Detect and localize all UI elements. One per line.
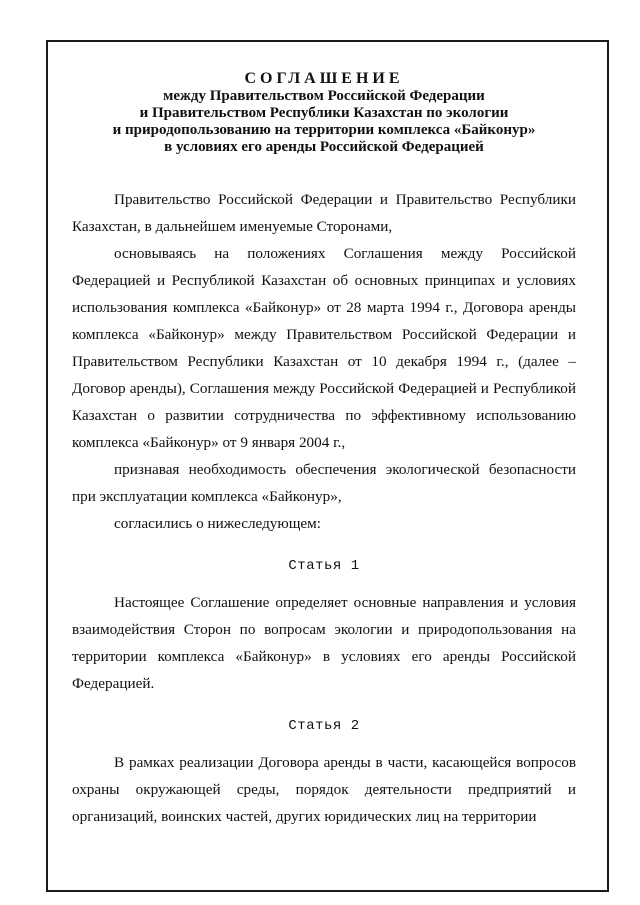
preamble-paragraph: основываясь на положениях Соглашения между Российской Федерацией и Республикой Казахстан об основных принципах и условиях использования комплекса «Байконур» от 28 марта 1994 г., Договора аренды комплекса «Байконур» между Правительством Российской Федерации и Правительством Республики Казахстан от 10 декабря 1994 г., (далее – Договор аренды), Соглашения между Российской Федерацией и Республикой Казахстан о развитии сотрудничества по эффективному использованию комплекса «Байконур» от 9 января 2004 г., bbox=[72, 245, 576, 451]
article-1 bbox=[72, 553, 576, 697]
document-header bbox=[72, 70, 576, 156]
article-heading: Статья 1 bbox=[288, 558, 360, 574]
preamble bbox=[72, 186, 576, 537]
article-text: Настоящее Соглашение определяет основные направления и условия взаимодействия Сторон по вопросам экологии и природопользования на территории комплекса «Байконур» в условиях его аренды Российской Федерацией. bbox=[72, 594, 576, 692]
document-page bbox=[72, 70, 576, 830]
subtitle-line: между Правительством Российской Федерации bbox=[163, 88, 485, 104]
subtitle-line: и Правительством Республики Казахстан по экологии bbox=[139, 105, 509, 121]
article-heading: Статья 2 bbox=[288, 718, 360, 734]
article-2 bbox=[72, 713, 576, 830]
subtitle-line: в условиях его аренды Российской Федерацией bbox=[164, 139, 484, 155]
preamble-paragraph: согласились о нижеследующем: bbox=[114, 515, 322, 532]
subtitle-line: и природопользованию на территории комплекса «Байконур» bbox=[112, 122, 536, 138]
document-title: СОГЛАШЕНИЕ bbox=[244, 70, 404, 87]
preamble-paragraph: Правительство Российской Федерации и Правительство Республики Казахстан, в дальнейшем именуемые Сторонами, bbox=[72, 191, 576, 235]
preamble-paragraph: признавая необходимость обеспечения экологической безопасности при эксплуатации комплекса «Байконур», bbox=[72, 461, 576, 505]
article-text: В рамках реализации Договора аренды в части, касающейся вопросов охраны окружающей среды, порядок деятельности предприятий и организаций, воинских частей, других юридических лиц на территории bbox=[72, 754, 576, 825]
